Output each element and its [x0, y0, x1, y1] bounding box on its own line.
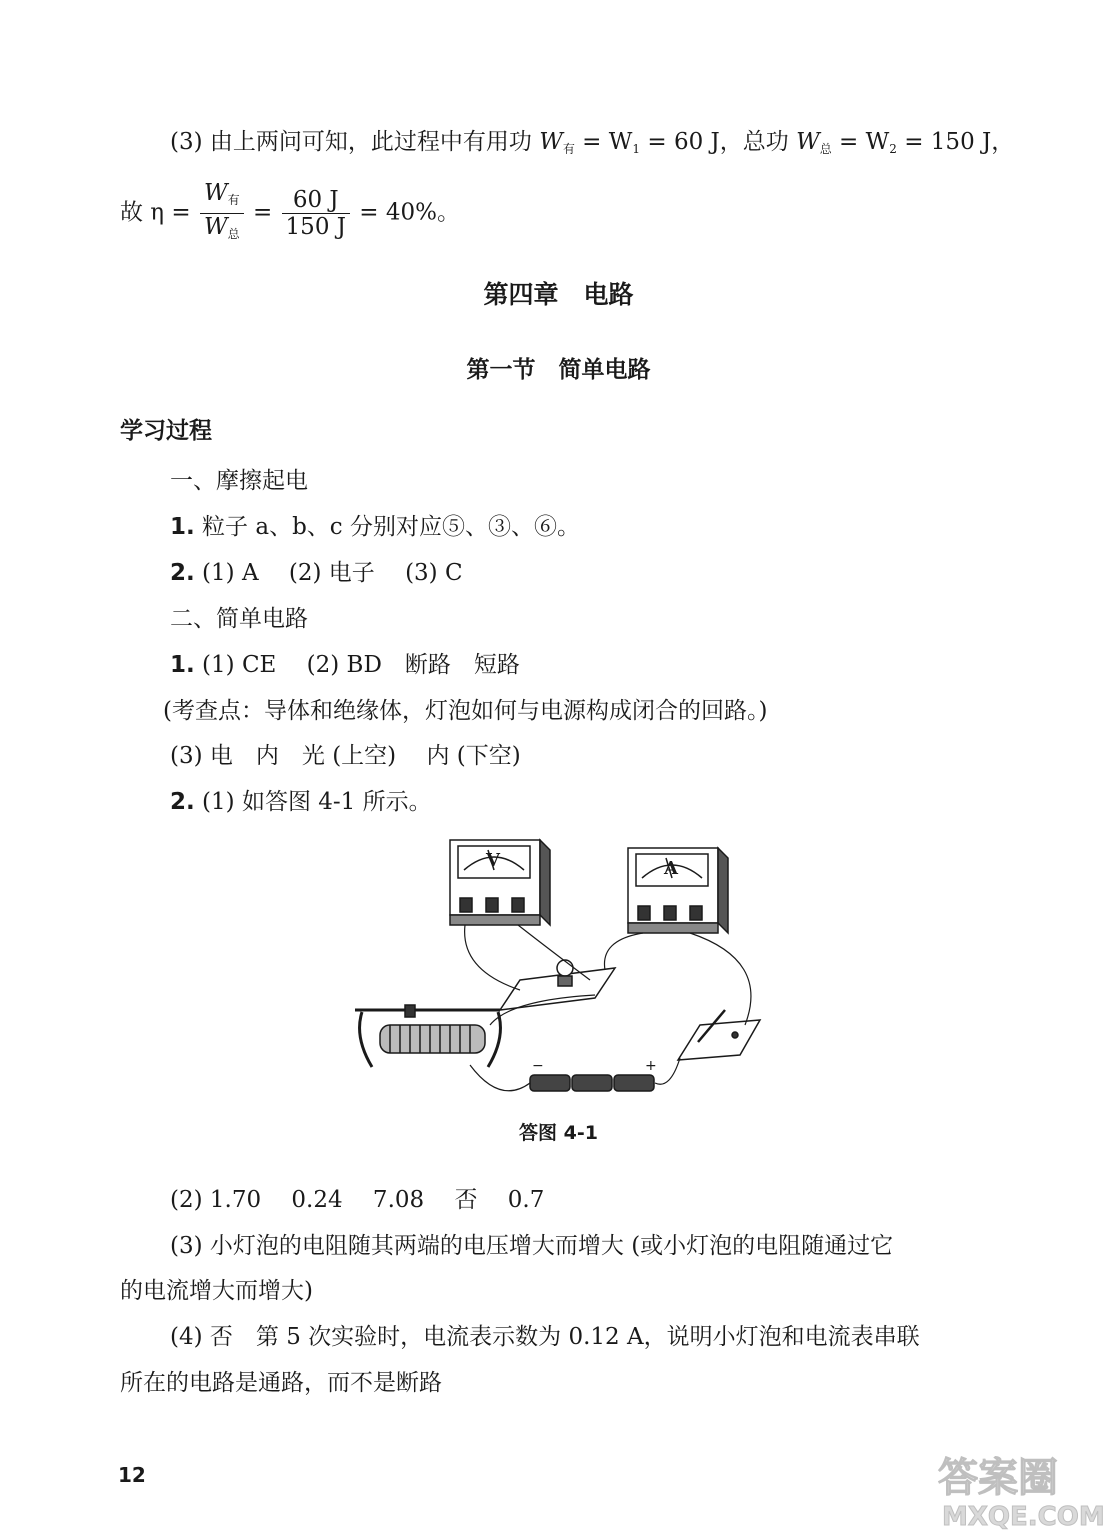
svg-text:答案圈: 答案圈	[938, 1455, 1058, 1501]
s1-part3: (3) 电 内 光 (上空) 内 (下空)	[170, 743, 521, 769]
answer-4-line1: (4) 否 第 5 次实验时，电流表示数为 0.12 A，说明小灯泡和电流表串联	[170, 1324, 920, 1350]
s1-answer: 1. (1) CE (2) BD 断路 短路	[170, 652, 520, 678]
q2-answer: 2. (1) A (2) 电子 (3) C	[170, 560, 463, 586]
s1-note: (考查点：导体和绝缘体，灯泡如何与电源构成闭合的回路。)	[163, 698, 768, 724]
efficiency-step-3: (3) 由上两问可知，此过程中有用功 $W_有 = W_1 = 60$ J，总功 $W_总 = W_2 = 150$ J，	[170, 129, 1015, 156]
page-number: 12	[118, 1463, 146, 1487]
fraction-w: $\frac{W_有}{W_总}$	[200, 180, 244, 247]
section-title: 第一节 简单电路	[466, 357, 651, 383]
battery-minus-label: −	[532, 1058, 544, 1074]
fraction-values: $\frac{60 J}{150 J}$	[282, 187, 350, 240]
voltmeter-icon	[450, 840, 550, 925]
answer-4-line2: 所在的电路是通路，而不是断路	[120, 1370, 442, 1396]
figure-caption: 答图 4-1	[519, 1122, 598, 1144]
voltmeter-label: V	[486, 850, 500, 871]
s2-answer: 2. (1) 如答图 4-1 所示。	[170, 789, 432, 815]
part1-title: 一、摩擦起电	[170, 468, 308, 494]
battery-plus-label: +	[645, 1058, 657, 1074]
answer-3-line2: 的电流增大而增大)	[120, 1278, 313, 1304]
ammeter-label: A	[664, 858, 678, 879]
efficiency-formula: 故 η = $\frac{W_有}{W_总}$ = $\frac{60 J}{150 J}$ = 40%。	[120, 180, 460, 247]
battery-pack-icon	[530, 1075, 654, 1091]
watermark-logo	[934, 1447, 1109, 1532]
answer-2: (2) 1.70 0.24 7.08 否 0.7	[170, 1187, 545, 1213]
part2-title: 二、简单电路	[170, 606, 308, 632]
answer-3-line1: (3) 小灯泡的电阻随其两端的电压增大而增大 (或小灯泡的电阻随通过它	[170, 1233, 894, 1259]
q1-answer: 1. 粒子 a、b、c 分别对应⑤、③、⑥。	[170, 514, 580, 540]
rheostat-icon	[355, 1005, 500, 1067]
lamp-board-icon	[500, 960, 615, 1010]
ammeter-icon	[628, 848, 728, 933]
circuit-diagram	[350, 830, 770, 1110]
svg-text:MXQE.COM: MXQE.COM	[942, 1502, 1105, 1532]
chapter-title: 第四章 电路	[483, 280, 634, 309]
heading-learning-process: 学习过程	[120, 418, 212, 444]
